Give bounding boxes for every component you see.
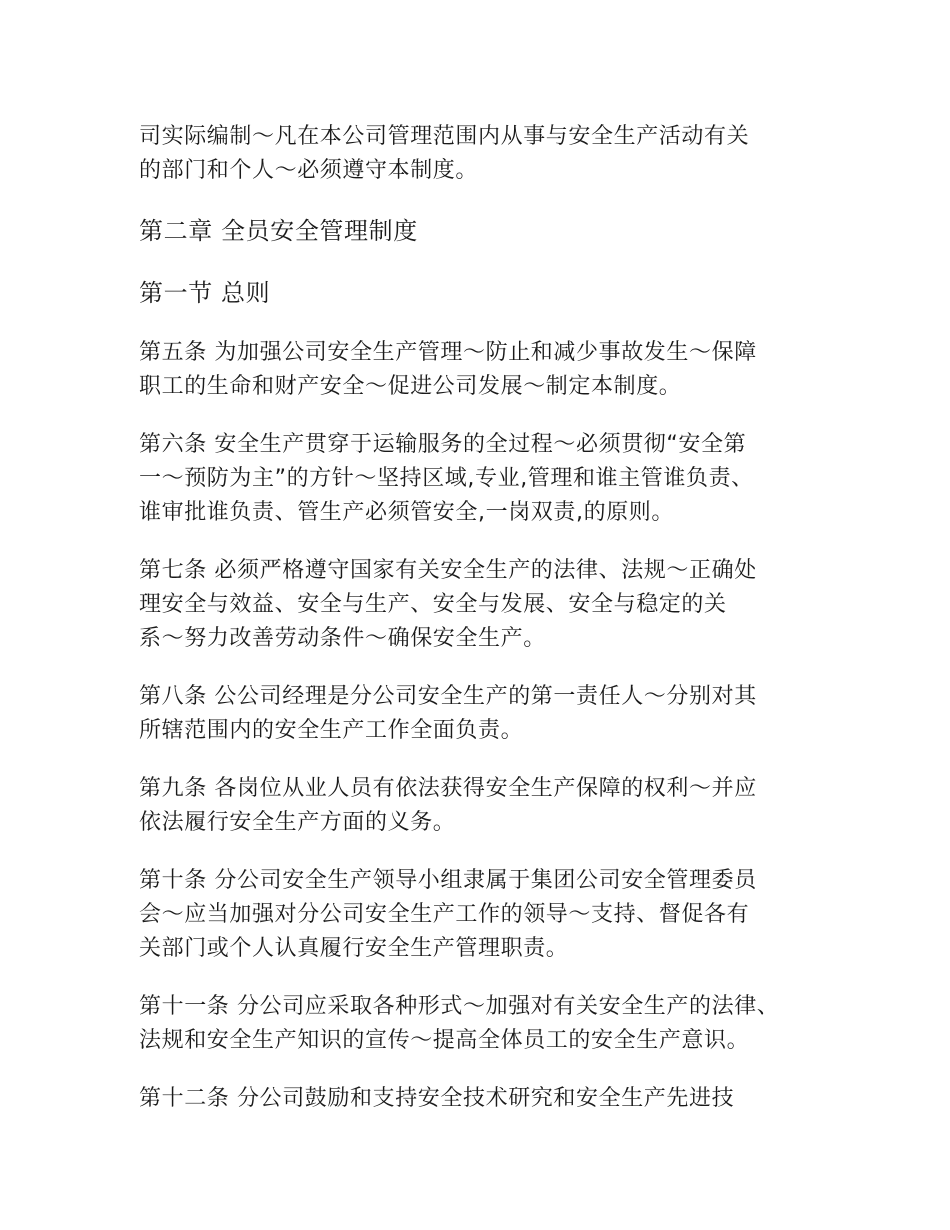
text-line: 职工的生命和财产安全～促进公司发展～制定本制度。 xyxy=(139,374,682,399)
text-line: 第十条 分公司安全生产领导小组隶属于集团公司安全管理委员 xyxy=(139,868,757,893)
text-line: 会～应当加强对分公司安全生产工作的领导～支持、督促各有 xyxy=(139,902,750,927)
text-line: 依法履行安全生产方面的义务。 xyxy=(139,810,456,835)
paragraph-scope xyxy=(139,120,819,188)
article-10 xyxy=(139,864,819,966)
text-line: 一～预防为主”的方针～坚持区域,专业,管理和谁主管谁负责、 xyxy=(139,466,754,491)
chapter-heading: 第二章 全员安全管理制度 xyxy=(139,217,418,245)
article-6 xyxy=(139,428,819,530)
text-line: 第九条 各岗位从业人员有依法获得安全生产保障的权利～并应 xyxy=(139,776,757,801)
text-line: 第七条 必须严格遵守国家有关安全生产的法律、法规～正确处 xyxy=(139,558,757,583)
text-line: 第十一条 分公司应采取各种形式～加强对有关安全生产的法律、 xyxy=(139,994,780,1019)
article-11 xyxy=(139,990,819,1058)
text-line: 第六条 安全生产贯穿于运输服务的全过程～必须贯彻“安全第 xyxy=(139,432,747,457)
article-5 xyxy=(139,336,819,404)
article-12 xyxy=(139,1082,819,1116)
text-line: 第十二条 分公司鼓励和支持安全技术研究和安全生产先进技 xyxy=(139,1086,735,1111)
text-line: 第八条 公公司经理是分公司安全生产的第一责任人～分别对其 xyxy=(139,684,757,709)
document-body xyxy=(139,120,819,1140)
text-line: 的部门和个人～必须遵守本制度。 xyxy=(139,158,479,183)
article-8 xyxy=(139,680,819,748)
text-line: 谁审批谁负责、管生产必须管安全,一岗双责,的原则。 xyxy=(139,500,674,525)
text-line: 理安全与效益、安全与生产、安全与发展、安全与稳定的关 xyxy=(139,592,727,617)
text-line: 司实际编制～凡在本公司管理范围内从事与安全生产活动有关 xyxy=(139,124,750,149)
article-9 xyxy=(139,772,819,840)
section-heading: 第一节 总则 xyxy=(139,279,271,307)
text-line: 所辖范围内的安全生产工作全面负责。 xyxy=(139,718,524,743)
text-line: 系～努力改善劳动条件～确保安全生产。 xyxy=(139,626,546,651)
text-line: 法规和安全生产知识的宣传～提高全体员工的安全生产意识。 xyxy=(139,1028,750,1053)
text-line: 关部门或个人认真履行安全生产管理职责。 xyxy=(139,936,569,961)
text-line: 第五条 为加强公司安全生产管理～防止和减少事故发生～保障 xyxy=(139,340,757,365)
article-7 xyxy=(139,554,819,656)
